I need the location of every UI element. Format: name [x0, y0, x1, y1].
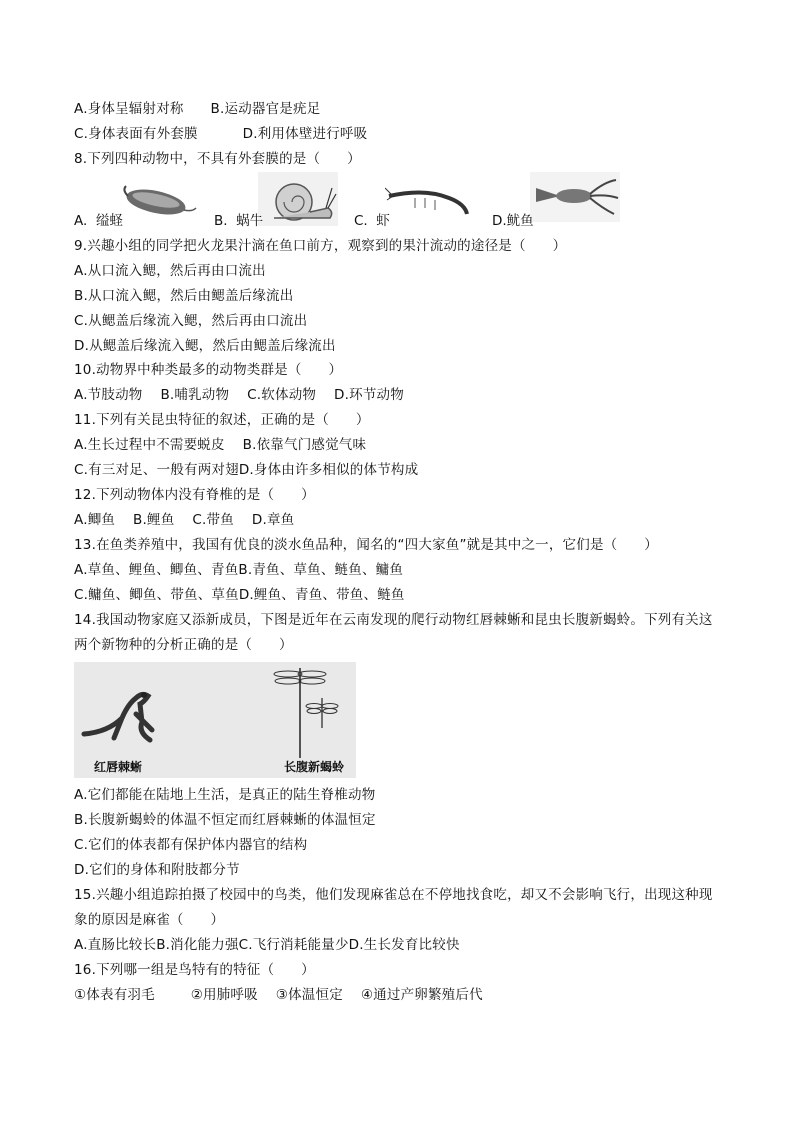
q10-options: A.节肢动物 B.哺乳动物 C.软体动物 D.环节动物: [74, 387, 404, 403]
scorpionfly-image: [270, 664, 350, 758]
q8-option-b: B. 蜗牛: [214, 213, 264, 229]
q9-stem: 9.兴趣小组的同学把火龙果汁滴在鱼口前方，观察到的果汁流动的途径是（ ）: [74, 238, 567, 254]
razor-clam-image: [118, 182, 198, 220]
q13-options-line2: C.鳙鱼、鲫鱼、带鱼、草鱼D.鲤鱼、青鱼、带鱼、鲢鱼: [74, 587, 405, 603]
q7-options-line2: C.身体表面有外套膜 D.利用体壁进行呼吸: [74, 126, 368, 142]
q8-option-c: C. 虾: [354, 213, 390, 229]
q12-stem: 12.下列动物体内没有脊椎的是（ ）: [74, 487, 315, 503]
q15-stem-line2: 象的原因是麻雀（ ）: [74, 912, 225, 928]
q14-option-d: D.它们的身体和附肢都分节: [74, 862, 240, 878]
q9-option-d: D.从鳃盖后缘流入鳃，然后由鳃盖后缘流出: [74, 338, 336, 354]
shrimp-image: [385, 184, 475, 218]
q14-option-c: C.它们的体表都有保护体内器官的结构: [74, 837, 308, 853]
q13-stem: 13.在鱼类养殖中，我国有优良的淡水鱼品种，闻名的“四大家鱼”就是其中之一，它们是（ ）: [74, 537, 659, 553]
q8-option-a: A. 缢蛏: [74, 213, 123, 229]
q14-fig-left-caption: 红唇棘蜥: [94, 760, 143, 774]
q15-options: A.直肠比较长B.消化能力强C.飞行消耗能量少D.生长发育比较快: [74, 937, 460, 953]
q9-option-b: B.从口流入鳃，然后由鳃盖后缘流出: [74, 288, 294, 304]
q10-stem: 10.动物界中种类最多的动物类群是（ ）: [74, 362, 343, 378]
q8-option-images: [70, 172, 630, 230]
q7-options-line1: A.身体呈辐射对称 B.运动器官是疣足: [74, 101, 321, 117]
q8-option-d: D.鱿鱼: [492, 213, 534, 229]
q11-options-line1: A.生长过程中不需要蜕皮 B.依靠气门感觉气味: [74, 437, 367, 453]
q16-stem: 16.下列哪一组是鸟特有的特征（ ）: [74, 962, 315, 978]
q12-options: A.鲫鱼 B.鲤鱼 C.带鱼 D.章鱼: [74, 512, 295, 528]
q13-options-line1: A.草鱼、鲤鱼、鲫鱼、青鱼B.青鱼、草鱼、鲢鱼、鳙鱼: [74, 562, 404, 578]
q15-stem-line1: 15.兴趣小组追踪拍摄了校园中的鸟类，他们发现麻雀总在不停地找食吃，却又不会影响飞行，出现这种现: [74, 887, 713, 903]
q16-items: ①体表有羽毛 ②用肺呼吸 ③体温恒定 ④通过产卵繁殖后代: [74, 987, 483, 1003]
lizard-image: [78, 674, 178, 754]
q14-option-a: A.它们都能在陆地上生活，是真正的陆生脊椎动物: [74, 787, 376, 803]
q9-option-c: C.从鳃盖后缘流入鳃，然后再由口流出: [74, 313, 308, 329]
q11-options-line2: C.有三对足、一般有两对翅D.身体由许多相似的体节构成: [74, 462, 419, 478]
q14-figure: [74, 662, 356, 778]
q14-fig-right-caption: 长腹新蝎蛉: [284, 760, 345, 774]
q11-stem: 11.下列有关昆虫特征的叙述，正确的是（ ）: [74, 412, 370, 428]
q14-stem-line1: 14.我国动物家庭又添新成员，下图是近年在云南发现的爬行动物红唇棘蜥和昆虫长腹新蝎蛉。下列有关这: [74, 612, 713, 628]
q8-stem: 8.下列四种动物中，不具有外套膜的是（ ）: [74, 151, 361, 167]
squid-image: [530, 172, 620, 222]
q9-option-a: A.从口流入鳃，然后再由口流出: [74, 263, 266, 279]
snail-image: [258, 172, 338, 226]
q14-option-b: B.长腹新蝎蛉的体温不恒定而红唇棘蜥的体温恒定: [74, 812, 376, 828]
q14-stem-line2: 两个新物种的分析正确的是（ ）: [74, 637, 293, 653]
